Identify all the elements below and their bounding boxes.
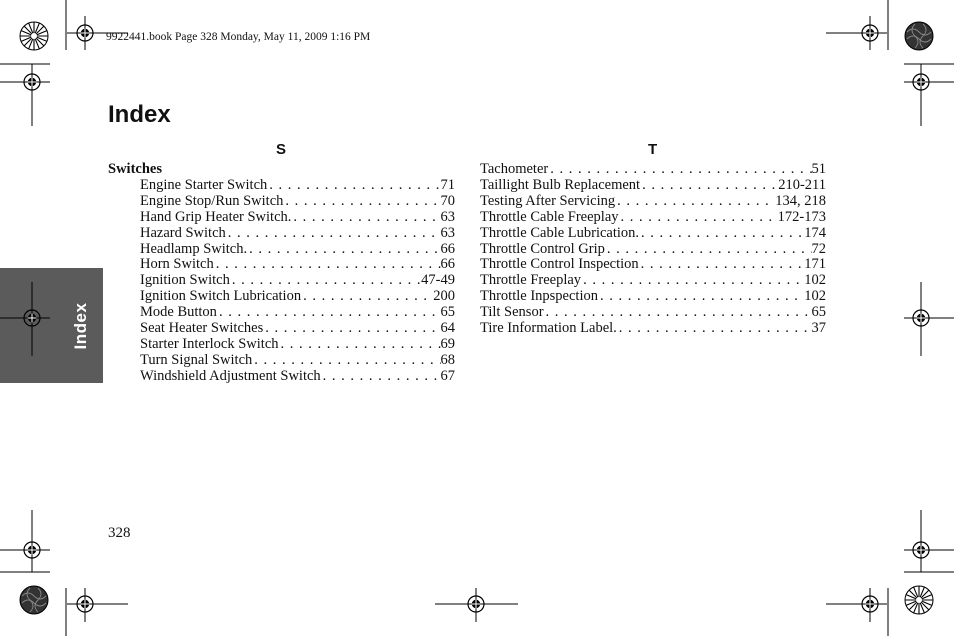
side-tab-label: Index — [71, 302, 90, 350]
registration-star-top-left — [20, 22, 48, 50]
entry-pages: 66 — [440, 241, 455, 257]
entry-pages: 200 — [433, 289, 455, 305]
entry-term: Horn Switch — [140, 257, 214, 273]
entry-pages: 51 — [811, 162, 826, 177]
entry-pages: 134, 218 — [775, 193, 826, 209]
page-number: 328 — [108, 525, 131, 541]
entry-pages: 172-173 — [777, 209, 826, 225]
entry-term: Tachometer — [480, 162, 549, 177]
registration-dark-top-right — [905, 22, 933, 50]
entry-term: Windshield Adjustment Switch — [140, 368, 321, 384]
entry-pages: 70 — [440, 193, 455, 209]
entry-pages: 37 — [811, 321, 826, 337]
entry-pages: 69 — [440, 336, 455, 352]
registration-dark-bottom-left — [20, 586, 48, 614]
entry-pages: 47-49 — [421, 273, 455, 289]
entry-term: Throttle Inpspection — [480, 289, 598, 305]
entry-term: Headlamp Switch. — [140, 241, 248, 257]
entry-pages: 102 — [804, 273, 826, 289]
entry-term: Engine Starter Switch — [140, 177, 268, 193]
entry-pages: 68 — [440, 352, 455, 368]
entry-pages: 66 — [440, 257, 455, 273]
entry-pages: 174 — [804, 225, 826, 241]
entry-term: Ignition Switch Lubrication — [140, 289, 302, 305]
entry-term: Tire Information Label. — [480, 321, 617, 337]
section-letter-t: T — [648, 141, 658, 158]
entry-term: Testing After Servicing — [480, 193, 616, 209]
entry-pages: 65 — [440, 305, 455, 321]
entry-term: Throttle Cable Freeplay — [480, 209, 619, 225]
entry-term: Engine Stop/Run Switch — [140, 193, 284, 209]
entry-term: Throttle Freeplay — [480, 273, 582, 289]
section-letter-s: S — [276, 141, 287, 158]
entry-pages: 65 — [811, 305, 826, 321]
entry-term: Ignition Switch — [140, 273, 230, 289]
entry-term: Throttle Control Inspection — [480, 257, 639, 273]
entry-term: Tilt Sensor — [480, 305, 544, 321]
entry-term: Seat Heater Switches — [140, 321, 264, 337]
entry-term: Mode Button — [140, 305, 217, 321]
entry-pages: 171 — [804, 257, 826, 273]
entry-term: Hand Grip Heater Switch. — [140, 209, 292, 225]
entry-pages: 63 — [440, 209, 455, 225]
entry-term: Starter Interlock Switch — [140, 336, 279, 352]
print-header: 9922441.book Page 328 Monday, May 11, 2009 1:16 PM — [106, 31, 371, 43]
entry-pages: 64 — [440, 321, 455, 337]
registration-star-bottom-right — [905, 586, 933, 614]
entry-pages: 102 — [804, 289, 826, 305]
entry-term: Taillight Bulb Replacement — [480, 177, 641, 193]
entry-pages: 71 — [440, 177, 455, 193]
entry-term: Hazard Switch — [140, 225, 226, 241]
group-heading-switches: Switches — [108, 161, 162, 177]
entry-term: Throttle Cable Lubrication. — [480, 225, 640, 241]
entry-pages: 210-211 — [778, 177, 826, 193]
page-title: Index — [108, 101, 171, 128]
entry-pages: 72 — [811, 241, 826, 257]
entry-pages: 63 — [440, 225, 455, 241]
entry-term: Turn Signal Switch — [140, 352, 253, 368]
entry-pages: 67 — [440, 368, 455, 384]
entry-term: Throttle Control Grip — [480, 241, 605, 257]
